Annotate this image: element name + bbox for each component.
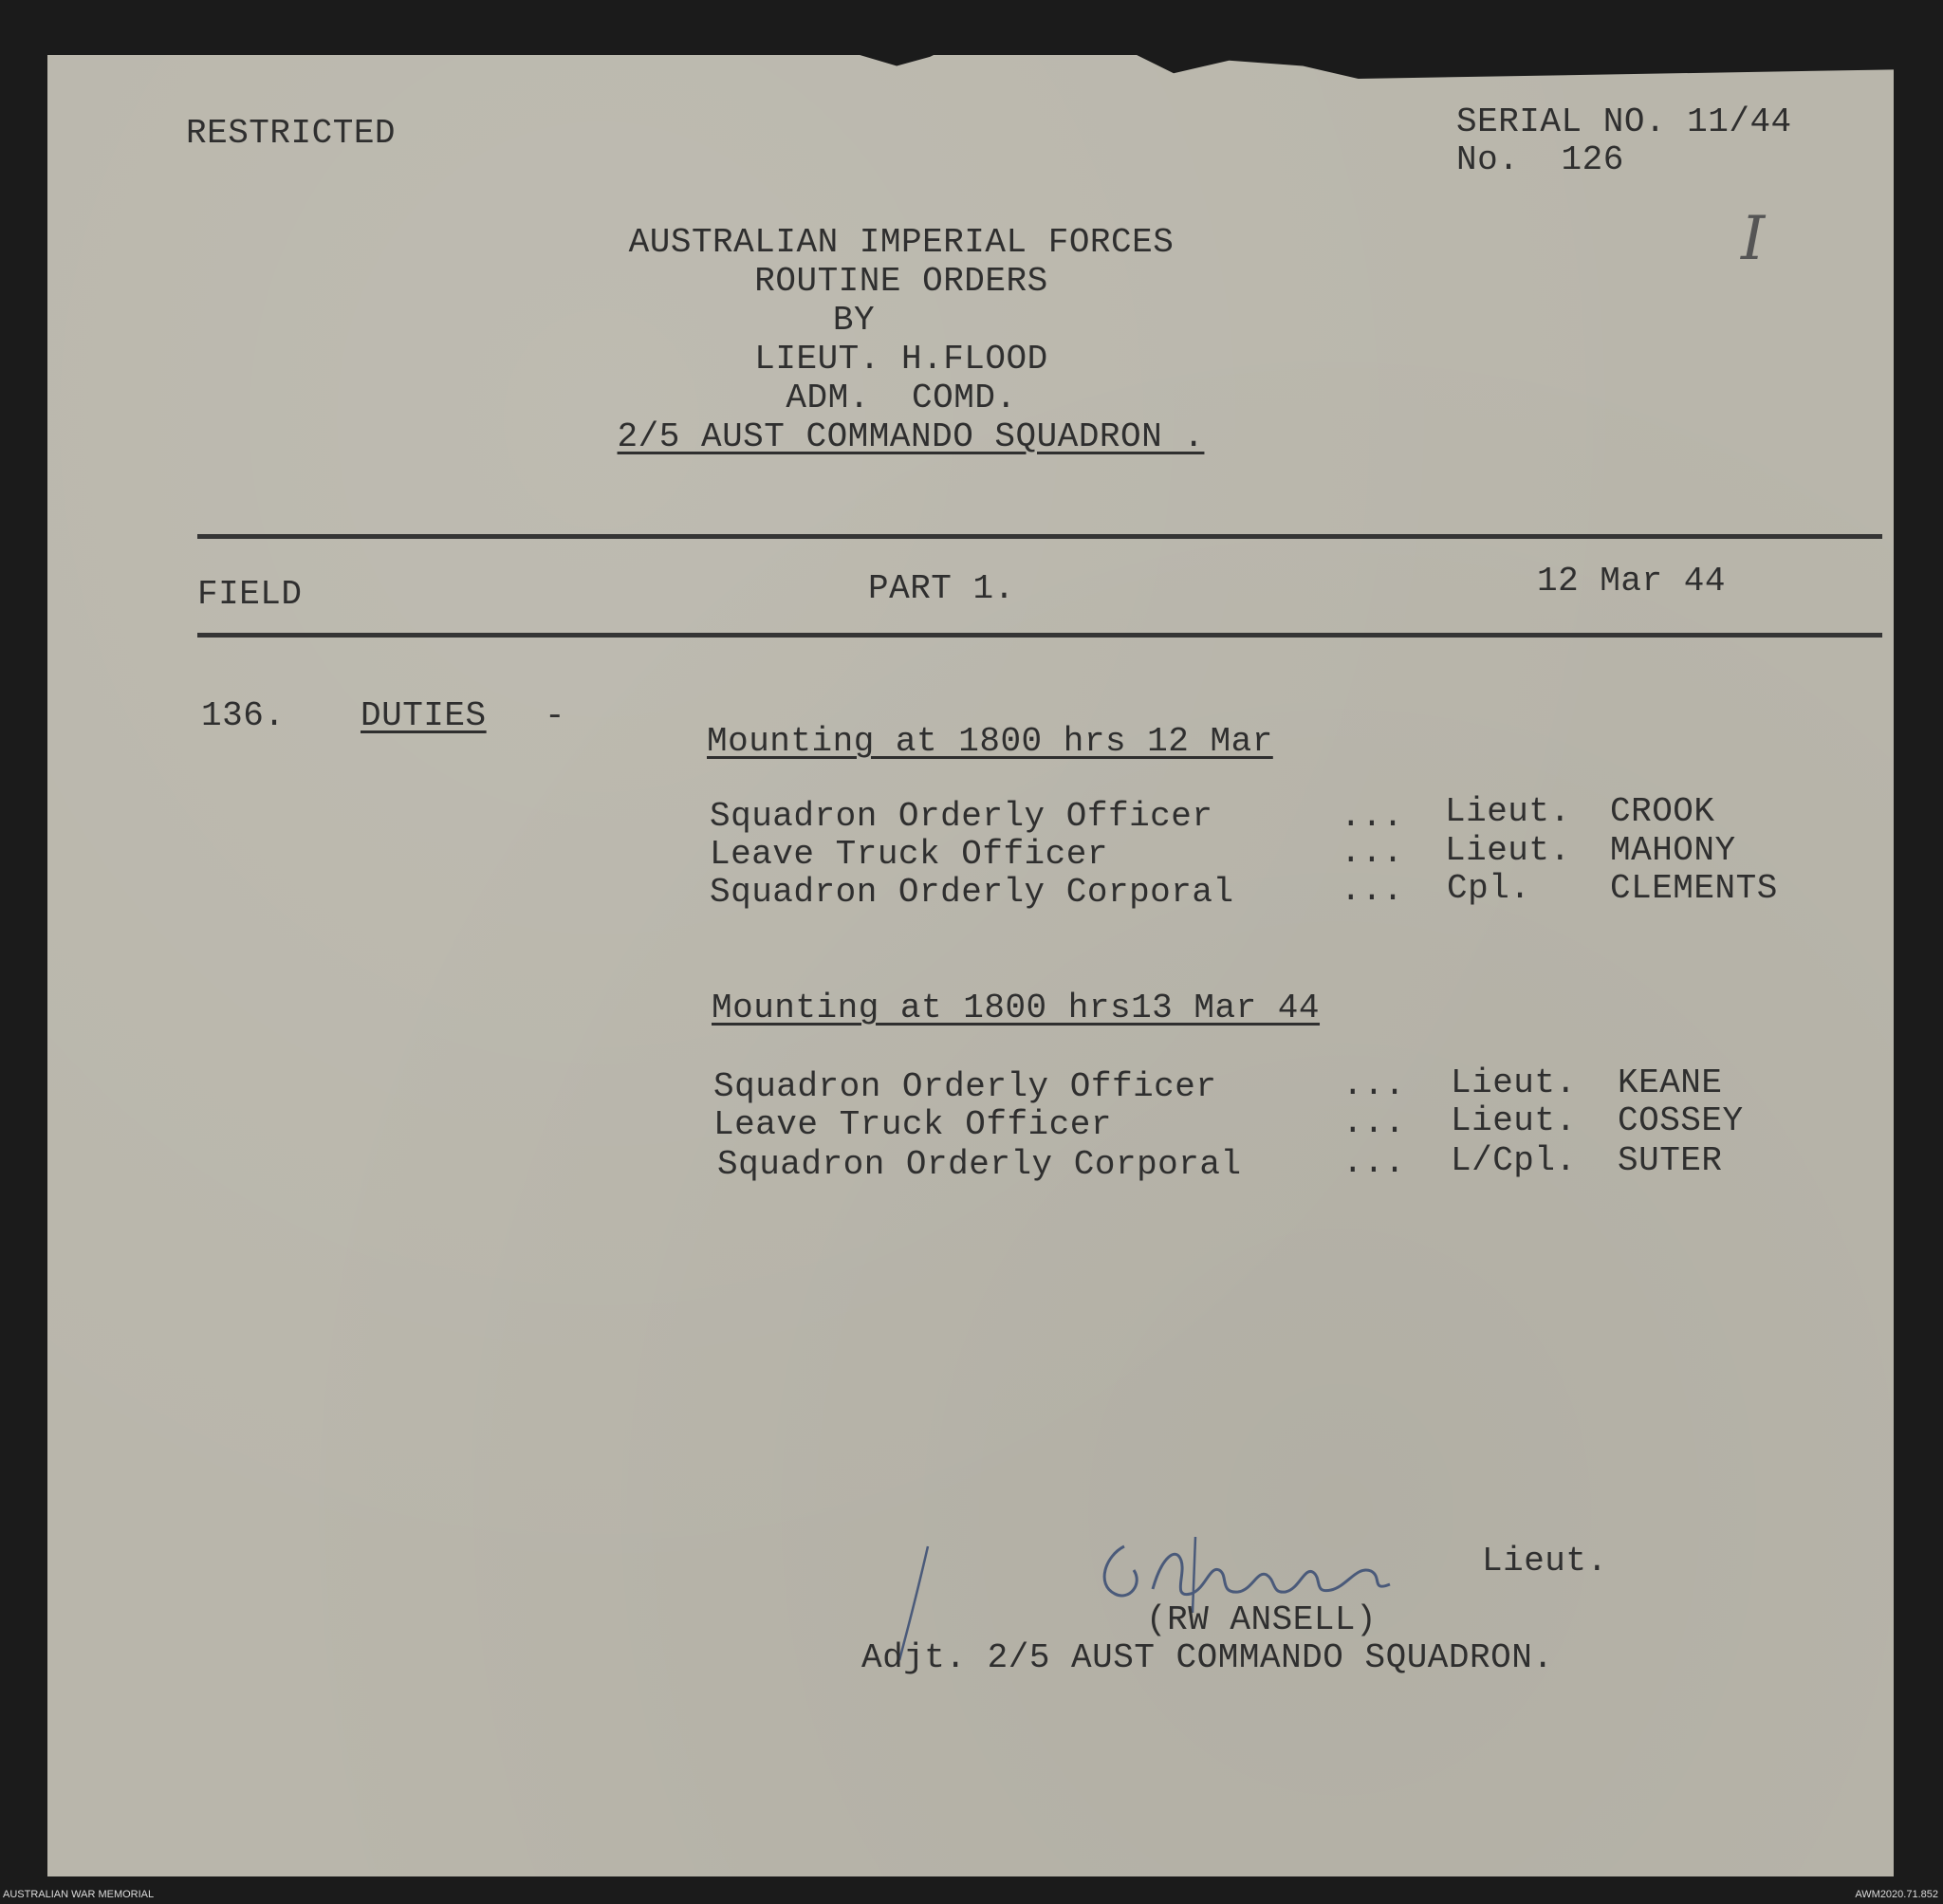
assigned-name: MAHONY bbox=[1610, 831, 1736, 870]
order-date: 12 Mar 44 bbox=[1537, 562, 1726, 601]
title-line-6: 2/5 AUST COMMANDO SQUADRON . bbox=[617, 417, 1205, 456]
rank: L/Cpl. bbox=[1451, 1141, 1577, 1180]
leader-dots: ... bbox=[1342, 1103, 1406, 1142]
signatory-appointment: Adjt. 2/5 AUST COMMANDO SQUADRON. bbox=[861, 1638, 1554, 1677]
order-dash: - bbox=[545, 696, 566, 735]
signatory-name: (RW ANSELL) bbox=[1146, 1600, 1378, 1639]
serial-number: SERIAL NO. 11/44 bbox=[1456, 102, 1792, 141]
rank: Lieut. bbox=[1445, 831, 1571, 870]
footer-credit-right: AWM2020.71.852 bbox=[1855, 1889, 1938, 1900]
location-label: FIELD bbox=[197, 575, 303, 614]
leader-dots: ... bbox=[1341, 871, 1404, 910]
document-number: No. 126 bbox=[1456, 140, 1624, 179]
leader-dots: ... bbox=[1341, 797, 1404, 836]
title-line-2: ROUTINE ORDERS bbox=[754, 262, 1048, 301]
duty-label: Squadron Orderly Officer bbox=[710, 797, 1213, 836]
top-rule bbox=[197, 534, 1882, 539]
title-line-4: LIEUT. H.FLOOD bbox=[754, 340, 1048, 379]
rank: Lieut. bbox=[1451, 1063, 1577, 1102]
part-label: PART 1. bbox=[868, 569, 1015, 608]
order-heading: DUTIES bbox=[361, 696, 487, 735]
title-line-5: ADM. COMD. bbox=[786, 379, 1017, 417]
signatory-rank: Lieut. bbox=[1482, 1542, 1608, 1581]
bottom-rule bbox=[197, 633, 1882, 638]
leader-dots: ... bbox=[1341, 833, 1404, 872]
mounting-heading: Mounting at 1800 hrs 12 Mar bbox=[707, 722, 1273, 761]
duty-label: Leave Truck Officer bbox=[713, 1105, 1112, 1144]
page-mark: I bbox=[1741, 204, 1766, 274]
assigned-name: CLEMENTS bbox=[1610, 869, 1778, 908]
assigned-name: SUTER bbox=[1618, 1141, 1723, 1180]
rank: Lieut. bbox=[1451, 1101, 1577, 1140]
footer-credit-left: AUSTRALIAN WAR MEMORIAL bbox=[3, 1889, 155, 1900]
title-line-3: BY bbox=[832, 301, 876, 340]
classification-label: RESTRICTED bbox=[186, 114, 397, 153]
assigned-name: KEANE bbox=[1618, 1063, 1723, 1102]
leader-dots: ... bbox=[1342, 1065, 1406, 1104]
assigned-name: COSSEY bbox=[1618, 1101, 1744, 1140]
duty-label: Squadron Orderly Corporal bbox=[717, 1145, 1242, 1184]
order-number: 136. bbox=[201, 696, 286, 735]
rank: Cpl. bbox=[1447, 869, 1531, 908]
duty-label: Squadron Orderly Corporal bbox=[710, 873, 1234, 912]
duty-label: Squadron Orderly Officer bbox=[713, 1067, 1217, 1106]
mounting-heading: Mounting at 1800 hrs13 Mar 44 bbox=[712, 989, 1321, 1027]
leader-dots: ... bbox=[1342, 1143, 1406, 1182]
rank: Lieut. bbox=[1445, 792, 1571, 831]
duty-label: Leave Truck Officer bbox=[710, 835, 1108, 874]
assigned-name: CROOK bbox=[1610, 792, 1715, 831]
title-line-1: AUSTRALIAN IMPERIAL FORCES bbox=[628, 223, 1175, 262]
